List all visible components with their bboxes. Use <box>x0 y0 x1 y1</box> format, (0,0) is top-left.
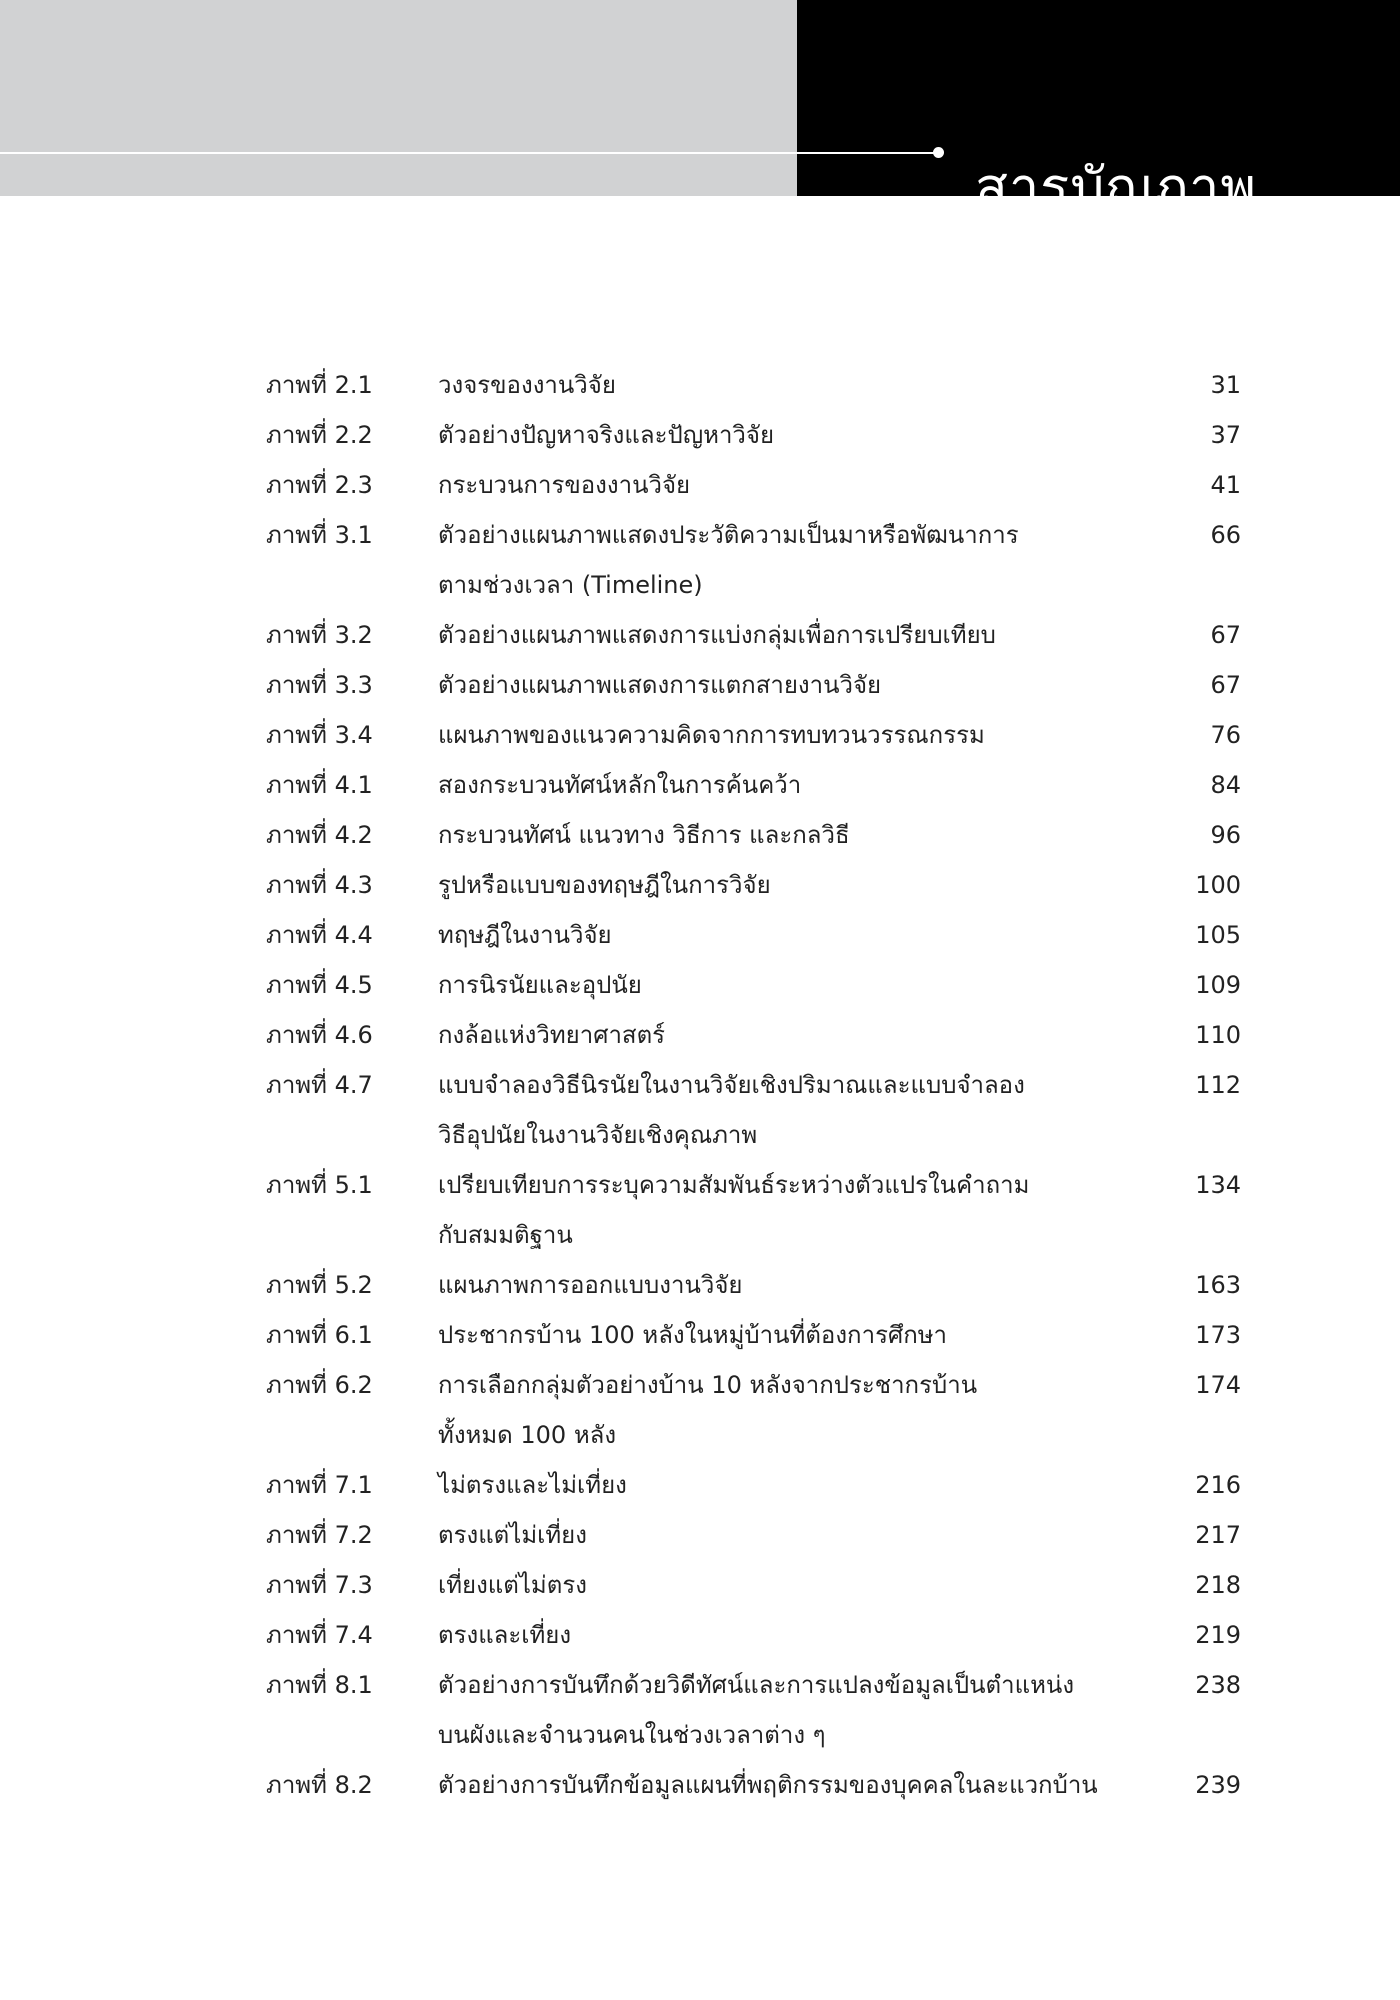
page-number: 67 <box>1210 671 1241 699</box>
caption-line: กระบวนการของงานวิจัย <box>438 471 691 499</box>
figure-caption <box>438 910 1161 960</box>
toc-entry <box>266 360 1241 410</box>
figure-label: ภาพที่ 4.3 <box>266 871 373 899</box>
toc-entry <box>266 710 1241 760</box>
toc-entry <box>266 1160 1241 1260</box>
figure-label: ภาพที่ 4.2 <box>266 821 373 849</box>
page-number: 37 <box>1210 421 1241 449</box>
caption-line: ตัวอย่างแผนภาพแสดงประวัติความเป็นมาหรือพัฒนาการ <box>438 521 1019 549</box>
figure-caption <box>438 610 1161 660</box>
header-bullet-dot <box>933 147 944 158</box>
figure-caption <box>438 1610 1161 1660</box>
figure-label: ภาพที่ 7.2 <box>266 1521 373 1549</box>
page-number: 41 <box>1210 471 1241 499</box>
toc-entry <box>266 960 1241 1010</box>
figure-caption <box>438 1010 1161 1060</box>
toc-entry <box>266 460 1241 510</box>
caption-line: เที่ยงแต่ไม่ตรง <box>438 1571 587 1599</box>
page-number: 112 <box>1195 1071 1241 1099</box>
figure-caption <box>438 1560 1161 1610</box>
header-rule-gray <box>0 152 797 154</box>
toc-entry <box>266 610 1241 660</box>
caption-line: ตัวอย่างแผนภาพแสดงการแบ่งกลุ่มเพื่อการเปรียบเทียบ <box>438 621 996 649</box>
figure-label: ภาพที่ 3.1 <box>266 521 373 549</box>
figure-caption <box>438 860 1161 910</box>
figure-label: ภาพที่ 2.3 <box>266 471 373 499</box>
figure-label: ภาพที่ 8.2 <box>266 1771 373 1799</box>
figure-caption <box>438 1260 1161 1310</box>
caption-line: สองกระบวนทัศน์หลักในการค้นคว้า <box>438 771 802 799</box>
toc-entry <box>266 1610 1241 1660</box>
page-number: 216 <box>1195 1471 1241 1499</box>
page-number: 76 <box>1210 721 1241 749</box>
caption-line: ตัวอย่างการบันทึกด้วยวิดีทัศน์และการแปลงข้อมูลเป็นตำแหน่ง <box>438 1671 1075 1699</box>
toc-entry <box>266 1560 1241 1610</box>
caption-line: วิธีอุปนัยในงานวิจัยเชิงคุณภาพ <box>438 1121 758 1149</box>
toc-entry <box>266 860 1241 910</box>
toc-entry <box>266 760 1241 810</box>
caption-line: แบบจำลองวิธีนิรนัยในงานวิจัยเชิงปริมาณและแบบจำลอง <box>438 1071 1025 1099</box>
figure-label: ภาพที่ 7.1 <box>266 1471 373 1499</box>
figure-caption <box>438 710 1161 760</box>
caption-line: วงจรของงานวิจัย <box>438 371 616 399</box>
figure-caption <box>438 960 1161 1010</box>
page-number: 174 <box>1195 1371 1241 1399</box>
figure-caption <box>438 1360 1161 1460</box>
figure-caption <box>438 1760 1161 1810</box>
figure-label: ภาพที่ 4.7 <box>266 1071 373 1099</box>
caption-line: กับสมมติฐาน <box>438 1221 573 1249</box>
figure-label: ภาพที่ 2.2 <box>266 421 373 449</box>
caption-line: ตรงและเที่ยง <box>438 1621 572 1649</box>
page-number: 218 <box>1195 1571 1241 1599</box>
figure-caption <box>438 460 1161 510</box>
header-gray-band <box>0 0 797 196</box>
toc-entry <box>266 1010 1241 1060</box>
figure-label: ภาพที่ 3.2 <box>266 621 373 649</box>
figure-label: ภาพที่ 3.4 <box>266 721 373 749</box>
page-number: 31 <box>1210 371 1241 399</box>
caption-line: ประชากรบ้าน 100 หลังในหมู่บ้านที่ต้องการศึกษา <box>438 1321 948 1349</box>
page-number: 67 <box>1210 621 1241 649</box>
page-number: 109 <box>1195 971 1241 999</box>
caption-line: ตัวอย่างการบันทึกข้อมูลแผนที่พฤติกรรมของบุคคลในละแวกบ้าน <box>438 1771 1098 1799</box>
figure-caption <box>438 1460 1161 1510</box>
figure-caption <box>438 760 1161 810</box>
list-of-figures <box>266 360 1241 1810</box>
toc-entry <box>266 910 1241 960</box>
caption-line: รูปหรือแบบของทฤษฎีในการวิจัย <box>438 871 771 899</box>
figure-label: ภาพที่ 5.2 <box>266 1271 373 1299</box>
page-number: 105 <box>1195 921 1241 949</box>
caption-line: ทฤษฎีในงานวิจัย <box>438 921 612 949</box>
figure-label: ภาพที่ 4.6 <box>266 1021 373 1049</box>
page-number: 163 <box>1195 1271 1241 1299</box>
caption-line: บนผังและจำนวนคนในช่วงเวลาต่าง ๆ <box>438 1721 826 1749</box>
figure-label: ภาพที่ 5.1 <box>266 1171 373 1199</box>
toc-entry <box>266 1460 1241 1510</box>
figure-label: ภาพที่ 8.1 <box>266 1671 373 1699</box>
page-number: 238 <box>1195 1671 1241 1699</box>
page-number: 100 <box>1195 871 1241 899</box>
toc-entry <box>266 1510 1241 1560</box>
caption-line: ตรงแต่ไม่เที่ยง <box>438 1521 587 1549</box>
toc-entry <box>266 510 1241 610</box>
page-number: 239 <box>1195 1771 1241 1799</box>
page-number: 134 <box>1195 1171 1241 1199</box>
toc-entry <box>266 1360 1241 1460</box>
figure-caption <box>438 510 1161 610</box>
page-number: 96 <box>1210 821 1241 849</box>
toc-entry <box>266 1760 1241 1810</box>
toc-entry <box>266 1310 1241 1360</box>
figure-caption <box>438 1160 1161 1260</box>
caption-line: ตัวอย่างปัญหาจริงและปัญหาวิจัย <box>438 421 775 449</box>
page-number: 66 <box>1210 521 1241 549</box>
caption-line: ไม่ตรงและไม่เที่ยง <box>438 1471 627 1499</box>
page-number: 217 <box>1195 1521 1241 1549</box>
toc-entry <box>266 1060 1241 1160</box>
figure-label: ภาพที่ 4.4 <box>266 921 373 949</box>
toc-entry <box>266 660 1241 710</box>
toc-entry <box>266 410 1241 460</box>
page-number: 173 <box>1195 1321 1241 1349</box>
caption-line: กระบวนทัศน์ แนวทาง วิธีการ และกลวิธี <box>438 821 850 849</box>
figure-label: ภาพที่ 4.5 <box>266 971 373 999</box>
page-number: 110 <box>1195 1021 1241 1049</box>
figure-caption <box>438 1660 1161 1760</box>
caption-line: ตามช่วงเวลา (Timeline) <box>438 571 703 599</box>
caption-line: เปรียบเทียบการระบุความสัมพันธ์ระหว่างตัวแปรในคำถาม <box>438 1171 1030 1199</box>
figure-caption <box>438 810 1161 860</box>
figure-label: ภาพที่ 3.3 <box>266 671 373 699</box>
page-number: 84 <box>1210 771 1241 799</box>
toc-entry <box>266 1660 1241 1760</box>
figure-label: ภาพที่ 6.2 <box>266 1371 373 1399</box>
figure-caption <box>438 1060 1161 1160</box>
figure-label: ภาพที่ 4.1 <box>266 771 373 799</box>
caption-line: แผนภาพการออกแบบงานวิจัย <box>438 1271 743 1299</box>
toc-entry <box>266 810 1241 860</box>
caption-line: การนิรนัยและอุปนัย <box>438 971 642 999</box>
figure-caption <box>438 360 1161 410</box>
figure-caption <box>438 1310 1161 1360</box>
toc-entry <box>266 1260 1241 1310</box>
page-number: 219 <box>1195 1621 1241 1649</box>
caption-line: ตัวอย่างแผนภาพแสดงการแตกสายงานวิจัย <box>438 671 882 699</box>
caption-line: ทั้งหมด 100 หลัง <box>438 1421 617 1449</box>
figure-caption <box>438 660 1161 710</box>
caption-line: การเลือกกลุ่มตัวอย่างบ้าน 10 หลังจากประชากรบ้าน <box>438 1371 978 1399</box>
figure-label: ภาพที่ 7.4 <box>266 1621 373 1649</box>
figure-caption <box>438 1510 1161 1560</box>
figure-label: ภาพที่ 7.3 <box>266 1571 373 1599</box>
caption-line: แผนภาพของแนวความคิดจากการทบทวนวรรณกรรม <box>438 721 985 749</box>
caption-line: กงล้อแห่งวิทยาศาสตร์ <box>438 1021 666 1049</box>
header-rule-black <box>797 152 937 154</box>
figure-label: ภาพที่ 2.1 <box>266 371 373 399</box>
figure-label: ภาพที่ 6.1 <box>266 1321 373 1349</box>
figure-caption <box>438 410 1161 460</box>
page-title: สารบัญภาพ <box>975 156 1258 220</box>
